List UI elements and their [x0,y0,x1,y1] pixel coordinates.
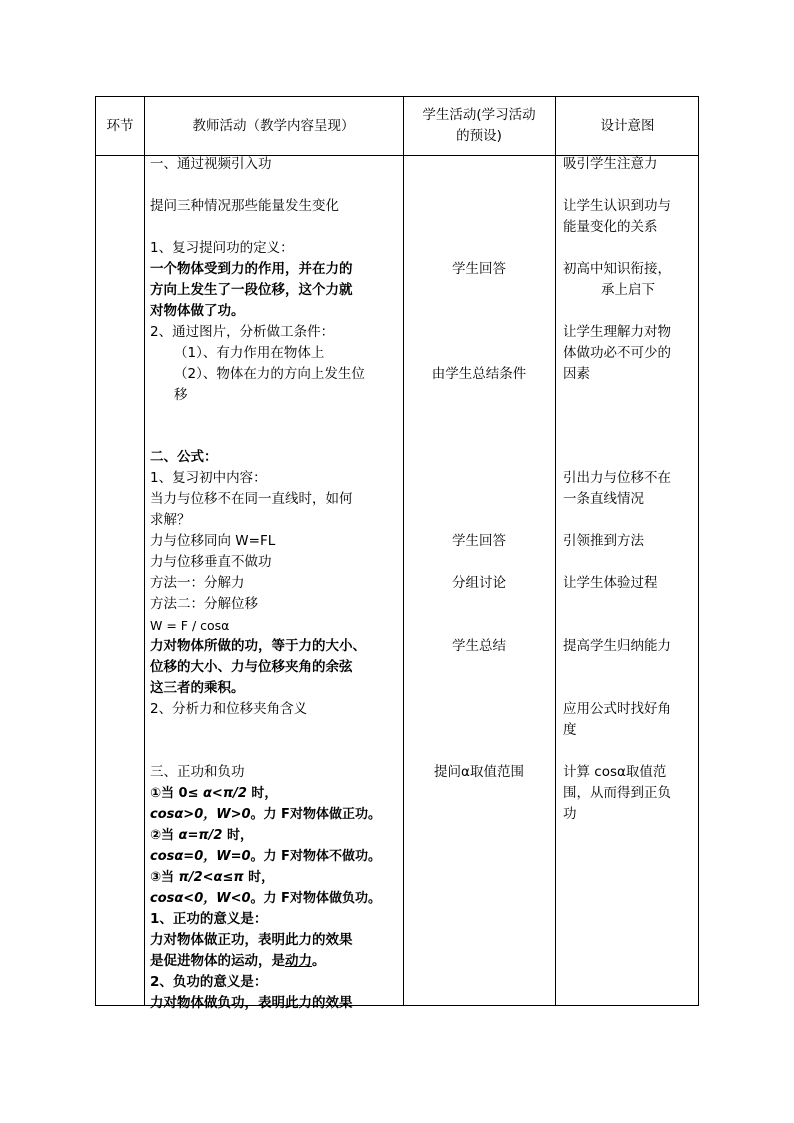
header-design-intent: 设计意图 [600,117,655,134]
formula-statement: 位移的大小、力与位移夹角的余弦 [150,659,353,675]
student-activity: 由学生总结条件 [431,366,527,382]
design-intent: 能量变化的关系 [563,219,658,235]
section-2-title: 二、公式： [150,449,218,465]
design-intent: 一条直线情况 [563,491,644,507]
meaning-line: 力对物体做负功，表明此力的效果 [150,995,353,1011]
meaning-line: 1、正功的意义是： [150,911,268,927]
column-divider [555,97,556,1005]
design-intent: 吸引学生注意力 [563,156,658,172]
case-line: cosα<0，W<0。力 F对物体做负功。 [150,891,381,906]
work-formula: W = F / cosα [150,618,230,633]
design-intent: 引出力与位移不在 [563,470,671,486]
case-line: cosα=0，W=0。力 F对物体不做功。 [150,849,381,864]
meaning-line: 2、负功的意义是： [150,974,268,990]
header-student-activity: 学生活动(学习活动 的预设) [422,107,536,144]
formula-line: 方法二：分解位移 [150,596,258,612]
design-intent: 初高中知识衔接， [563,261,671,277]
design-intent: 让学生认识到功与 [563,198,671,214]
formula-statement: 力对物体所做的功，等于力的大小、 [150,638,366,654]
formula-line: 当力与位移不在同一直线时，如何 [150,491,353,507]
design-intent: 因素 [563,366,590,382]
design-intent: 体做功必不可少的 [563,345,671,361]
student-activity: 学生回答 [452,533,506,549]
case-line: cosα>0，W>0。力 F对物体做正功。 [150,807,381,822]
condition-item: （1）、有力作用在物体上 [174,345,325,361]
design-intent: 度 [563,722,577,738]
section-3-title: 三、正功和负功 [150,764,245,780]
case-line: ③当 π/2<α≤π 时， [150,870,275,885]
design-intent: 计算 cosα取值范 [563,764,667,780]
student-activity: 学生回答 [452,261,506,277]
section-1-title: 一、通过视频引入功 [150,156,272,172]
case-line: ①当 0≤ α<π/2 时， [150,786,278,801]
formula-line: 1、复习初中内容： [150,470,267,486]
definition-line: 对物体做了功。 [150,303,245,319]
student-activity: 分组讨论 [452,575,506,591]
column-divider [144,97,145,1005]
meaning-line: 力对物体做正功，表明此力的效果 [150,932,353,948]
student-activity: 学生总结 [452,638,506,654]
condition-item: （2）、物体在力的方向上发生位 [174,366,365,382]
design-intent: 让学生理解力对物 [563,324,671,340]
formula-line: 求解？ [150,512,191,528]
header-teacher-activity: 教师活动（教学内容呈现） [192,117,355,134]
formula-statement: 这三者的乘积。 [150,680,245,696]
design-intent: 让学生体验过程 [563,575,658,591]
formula-line: 力与位移同向 W=FL [150,533,276,549]
header-section: 环节 [106,117,134,134]
formula-line: 2、分析力和位移夹角含义 [150,701,308,717]
design-intent: 提高学生归纳能力 [563,638,671,654]
design-intent: 应用公式时找好角 [563,701,671,717]
design-intent: 围，从而得到正负 [563,785,671,801]
design-intent: 引领推到方法 [563,533,644,549]
review-heading: 1、复习提问功的定义： [150,240,294,256]
condition-item-cont: 移 [174,387,188,403]
case-line: ②当 α=π/2 时， [150,828,253,843]
meaning-line: 是促进物体的运动，是动力。 [150,953,326,969]
conditions-heading: 2、通过图片，分析做工条件： [150,324,335,340]
definition-line: 方向上发生了一段位移，这个力就 [150,282,353,298]
formula-line: 方法一：分解力 [150,575,245,591]
design-intent: 功 [563,806,577,822]
definition-line: 一个物体受到力的作用，并在力的 [150,261,353,277]
student-activity: 提问α取值范围 [434,764,524,780]
section-1-question: 提问三种情况那些能量发生变化 [150,198,339,214]
design-intent: 承上启下 [601,282,655,298]
formula-line: 力与位移垂直不做功 [150,554,272,570]
